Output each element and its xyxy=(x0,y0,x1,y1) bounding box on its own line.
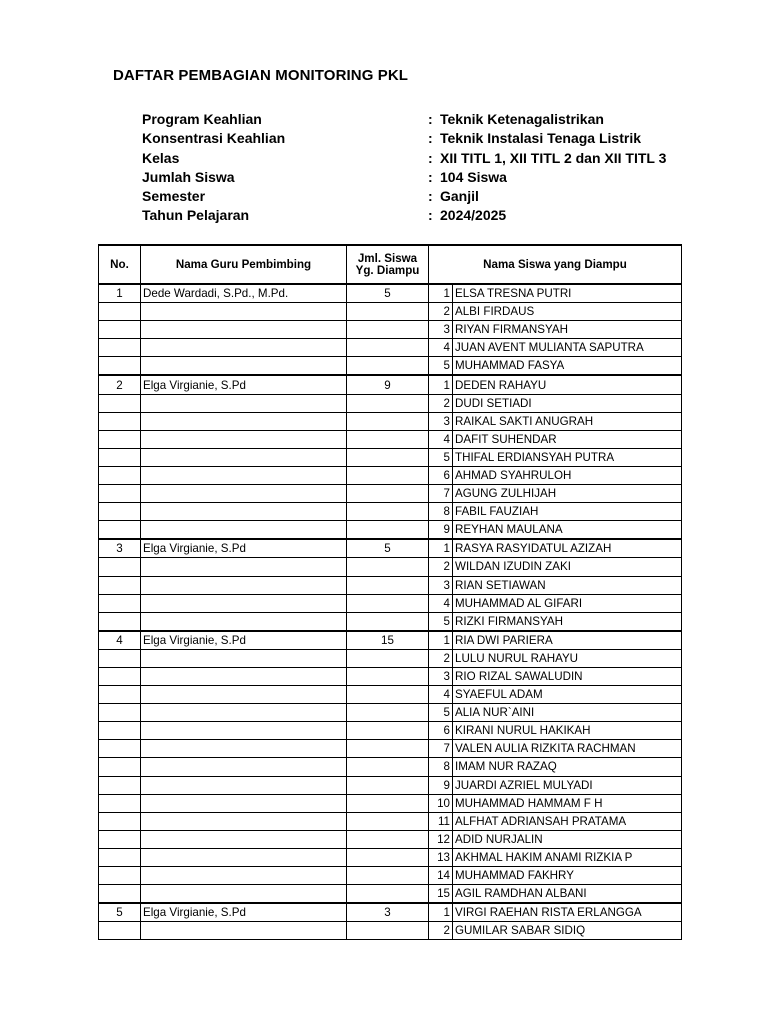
cell-student-index: 4 xyxy=(429,686,453,704)
cell-jumlah xyxy=(347,704,429,722)
cell-no: 5 xyxy=(99,903,141,922)
cell-jumlah xyxy=(347,922,429,940)
header-guru: Nama Guru Pembimbing xyxy=(141,245,347,284)
cell-student-name: ALBI FIRDAUS xyxy=(453,303,682,321)
info-separator: : xyxy=(428,130,433,147)
cell-no xyxy=(99,812,141,830)
info-row xyxy=(142,110,702,129)
cell-jumlah xyxy=(347,722,429,740)
cell-jumlah xyxy=(347,612,429,631)
cell-jumlah xyxy=(347,776,429,794)
info-label: Kelas xyxy=(142,149,180,166)
header-no: No. xyxy=(99,245,141,284)
cell-jumlah xyxy=(347,430,429,448)
cell-no xyxy=(99,848,141,866)
cell-guru xyxy=(141,704,347,722)
cell-student-name: RIAN SETIAWAN xyxy=(453,576,682,594)
cell-student-index: 1 xyxy=(429,631,453,650)
table-body xyxy=(99,284,682,940)
cell-guru: Elga Virgianie, S.Pd xyxy=(141,539,347,558)
table-row xyxy=(99,594,682,612)
info-row xyxy=(142,206,702,225)
cell-jumlah xyxy=(347,649,429,667)
cell-student-index: 5 xyxy=(429,448,453,466)
cell-jumlah xyxy=(347,867,429,885)
cell-student-index: 1 xyxy=(429,903,453,922)
table-row xyxy=(99,758,682,776)
info-row xyxy=(142,149,702,168)
table-row xyxy=(99,503,682,521)
cell-student-name: RASYA RASYIDATUL AZIZAH xyxy=(453,539,682,558)
info-value: Teknik Ketenagalistrikan xyxy=(440,111,604,127)
cell-student-name: RIZKI FIRMANSYAH xyxy=(453,612,682,631)
cell-student-index: 3 xyxy=(429,667,453,685)
cell-no xyxy=(99,394,141,412)
cell-no xyxy=(99,612,141,631)
cell-guru xyxy=(141,485,347,503)
cell-jumlah xyxy=(347,485,429,503)
cell-jumlah xyxy=(347,885,429,904)
cell-student-name: RAIKAL SAKTI ANUGRAH xyxy=(453,412,682,430)
info-block xyxy=(142,110,702,226)
cell-no xyxy=(99,740,141,758)
cell-student-index: 5 xyxy=(429,357,453,376)
cell-student-index: 7 xyxy=(429,740,453,758)
cell-jumlah xyxy=(347,448,429,466)
cell-student-name: VIRGI RAEHAN RISTA ERLANGGA xyxy=(453,903,682,922)
cell-guru xyxy=(141,649,347,667)
info-value: Ganjil xyxy=(440,188,479,205)
cell-student-name: REYHAN MAULANA xyxy=(453,521,682,540)
table-row xyxy=(99,303,682,321)
cell-jumlah xyxy=(347,357,429,376)
info-value: 2024/2025 xyxy=(440,207,507,224)
header-jumlah-line2: Yg. Diampu xyxy=(355,263,420,277)
info-row xyxy=(142,129,702,148)
cell-guru xyxy=(141,686,347,704)
cell-no xyxy=(99,503,141,521)
cell-guru: Elga Virgianie, S.Pd xyxy=(141,631,347,650)
cell-student-name: AHMAD SYAHRULOH xyxy=(453,466,682,484)
cell-student-name: ALIA NUR`AINI xyxy=(453,704,682,722)
cell-guru xyxy=(141,758,347,776)
cell-no xyxy=(99,922,141,940)
cell-jumlah xyxy=(347,576,429,594)
table-row xyxy=(99,667,682,685)
cell-guru xyxy=(141,357,347,376)
cell-student-index: 14 xyxy=(429,867,453,885)
cell-no: 3 xyxy=(99,539,141,558)
cell-jumlah xyxy=(347,758,429,776)
cell-student-name: ADID NURJALIN xyxy=(453,830,682,848)
cell-student-index: 9 xyxy=(429,776,453,794)
cell-student-name: MUHAMMAD FAKHRY xyxy=(453,867,682,885)
info-separator: : xyxy=(428,207,433,224)
header-jumlah xyxy=(347,245,429,284)
cell-student-name: IMAM NUR RAZAQ xyxy=(453,758,682,776)
table-row xyxy=(99,558,682,576)
cell-guru: Elga Virgianie, S.Pd xyxy=(141,903,347,922)
info-value: Teknik Instalasi Tenaga Listrik xyxy=(440,130,641,147)
cell-student-index: 13 xyxy=(429,848,453,866)
cell-jumlah: 3 xyxy=(347,903,429,922)
cell-jumlah xyxy=(347,503,429,521)
cell-no xyxy=(99,357,141,376)
table-row xyxy=(99,430,682,448)
cell-student-name: AGUNG ZULHIJAH xyxy=(453,485,682,503)
cell-student-index: 15 xyxy=(429,885,453,904)
table-row xyxy=(99,631,682,650)
cell-no xyxy=(99,867,141,885)
table-row xyxy=(99,903,682,922)
cell-student-name: DAFIT SUHENDAR xyxy=(453,430,682,448)
cell-no xyxy=(99,722,141,740)
cell-student-index: 12 xyxy=(429,830,453,848)
cell-student-index: 3 xyxy=(429,412,453,430)
cell-no xyxy=(99,485,141,503)
table-row xyxy=(99,867,682,885)
cell-guru: Dede Wardadi, S.Pd., M.Pd. xyxy=(141,284,347,303)
cell-guru: Elga Virgianie, S.Pd xyxy=(141,375,347,394)
cell-student-index: 3 xyxy=(429,321,453,339)
cell-student-index: 8 xyxy=(429,503,453,521)
cell-no xyxy=(99,430,141,448)
cell-no: 1 xyxy=(99,284,141,303)
cell-student-name: LULU NURUL RAHAYU xyxy=(453,649,682,667)
table-row xyxy=(99,539,682,558)
cell-guru xyxy=(141,667,347,685)
cell-guru xyxy=(141,521,347,540)
cell-no xyxy=(99,830,141,848)
cell-guru xyxy=(141,466,347,484)
cell-jumlah xyxy=(347,667,429,685)
table-row xyxy=(99,357,682,376)
cell-no xyxy=(99,303,141,321)
table-row xyxy=(99,394,682,412)
table-row xyxy=(99,412,682,430)
info-label: Semester xyxy=(142,188,206,205)
cell-guru xyxy=(141,612,347,631)
table-row xyxy=(99,722,682,740)
cell-jumlah xyxy=(347,303,429,321)
cell-no xyxy=(99,412,141,430)
cell-no: 2 xyxy=(99,375,141,394)
cell-student-index: 9 xyxy=(429,521,453,540)
cell-no xyxy=(99,339,141,357)
info-row xyxy=(142,187,702,206)
table-row xyxy=(99,686,682,704)
cell-no xyxy=(99,794,141,812)
cell-student-name: AGIL RAMDHAN ALBANI xyxy=(453,885,682,904)
table-row xyxy=(99,466,682,484)
cell-jumlah xyxy=(347,339,429,357)
cell-student-name: RIA DWI PARIERA xyxy=(453,631,682,650)
cell-student-name: ELSA TRESNA PUTRI xyxy=(453,284,682,303)
cell-student-index: 5 xyxy=(429,704,453,722)
table-row xyxy=(99,830,682,848)
cell-student-index: 1 xyxy=(429,284,453,303)
cell-no xyxy=(99,521,141,540)
cell-no xyxy=(99,776,141,794)
table-row xyxy=(99,485,682,503)
table-row xyxy=(99,776,682,794)
cell-student-name: SYAEFUL ADAM xyxy=(453,686,682,704)
table-header-row xyxy=(99,245,682,284)
cell-no xyxy=(99,704,141,722)
document-title: DAFTAR PEMBAGIAN MONITORING PKL xyxy=(113,67,409,84)
cell-no xyxy=(99,667,141,685)
info-label: Program Keahlian xyxy=(142,111,262,127)
cell-guru xyxy=(141,303,347,321)
cell-jumlah xyxy=(347,686,429,704)
cell-student-name: DUDI SETIADI xyxy=(453,394,682,412)
cell-no xyxy=(99,686,141,704)
cell-student-index: 4 xyxy=(429,430,453,448)
info-label: Tahun Pelajaran xyxy=(142,207,250,224)
cell-student-name: JUARDI AZRIEL MULYADI xyxy=(453,776,682,794)
cell-student-index: 2 xyxy=(429,922,453,940)
cell-no xyxy=(99,448,141,466)
table-row xyxy=(99,448,682,466)
info-separator: : xyxy=(428,111,433,127)
cell-jumlah xyxy=(347,812,429,830)
cell-jumlah: 5 xyxy=(347,284,429,303)
table-row xyxy=(99,321,682,339)
cell-student-index: 5 xyxy=(429,612,453,631)
cell-no xyxy=(99,576,141,594)
cell-student-name: KIRANI NURUL HAKIKAH xyxy=(453,722,682,740)
table-row xyxy=(99,848,682,866)
cell-no xyxy=(99,758,141,776)
cell-guru xyxy=(141,430,347,448)
cell-student-name: MUHAMMAD HAMMAM F H xyxy=(453,794,682,812)
cell-jumlah xyxy=(347,794,429,812)
cell-jumlah xyxy=(347,394,429,412)
cell-student-index: 6 xyxy=(429,722,453,740)
cell-guru xyxy=(141,848,347,866)
cell-student-index: 4 xyxy=(429,339,453,357)
cell-student-name: ALFHAT ADRIANSAH PRATAMA xyxy=(453,812,682,830)
cell-no: 4 xyxy=(99,631,141,650)
cell-guru xyxy=(141,812,347,830)
info-label: Konsentrasi Keahlian xyxy=(142,130,286,147)
cell-jumlah xyxy=(347,521,429,540)
cell-guru xyxy=(141,594,347,612)
cell-student-name: RIO RIZAL SAWALUDIN xyxy=(453,667,682,685)
cell-student-index: 7 xyxy=(429,485,453,503)
cell-student-name: FABIL FAUZIAH xyxy=(453,503,682,521)
cell-jumlah: 15 xyxy=(347,631,429,650)
cell-no xyxy=(99,558,141,576)
table-row xyxy=(99,704,682,722)
table-row xyxy=(99,375,682,394)
cell-student-index: 3 xyxy=(429,576,453,594)
table-row xyxy=(99,885,682,904)
cell-student-index: 10 xyxy=(429,794,453,812)
cell-student-name: THIFAL ERDIANSYAH PUTRA xyxy=(453,448,682,466)
cell-jumlah xyxy=(347,321,429,339)
cell-student-name: VALEN AULIA RIZKITA RACHMAN xyxy=(453,740,682,758)
cell-jumlah xyxy=(347,830,429,848)
cell-guru xyxy=(141,794,347,812)
cell-jumlah xyxy=(347,412,429,430)
cell-student-name: RIYAN FIRMANSYAH xyxy=(453,321,682,339)
header-siswa: Nama Siswa yang Diampu xyxy=(429,245,682,284)
info-value: XII TITL 1, XII TITL 2 dan XII TITL 3 xyxy=(440,149,667,166)
cell-guru xyxy=(141,448,347,466)
table-row xyxy=(99,812,682,830)
cell-jumlah xyxy=(347,466,429,484)
cell-student-name: GUMILAR SABAR SIDIQ xyxy=(453,922,682,940)
cell-guru xyxy=(141,412,347,430)
cell-student-index: 1 xyxy=(429,375,453,394)
cell-student-index: 1 xyxy=(429,539,453,558)
info-label: Jumlah Siswa xyxy=(142,168,235,185)
cell-no xyxy=(99,649,141,667)
header-jumlah-line1: Jml. Siswa xyxy=(357,251,418,265)
cell-student-index: 2 xyxy=(429,303,453,321)
cell-student-name: MUHAMMAD AL GIFARI xyxy=(453,594,682,612)
table-row xyxy=(99,922,682,940)
cell-guru xyxy=(141,922,347,940)
cell-jumlah xyxy=(347,740,429,758)
cell-student-index: 2 xyxy=(429,394,453,412)
cell-guru xyxy=(141,321,347,339)
cell-guru xyxy=(141,740,347,758)
cell-guru xyxy=(141,558,347,576)
cell-student-name: WILDAN IZUDIN ZAKI xyxy=(453,558,682,576)
cell-student-index: 11 xyxy=(429,812,453,830)
cell-student-name: DEDEN RAHAYU xyxy=(453,375,682,394)
cell-student-name: MUHAMMAD FASYA xyxy=(453,357,682,376)
table-row xyxy=(99,576,682,594)
table-row xyxy=(99,339,682,357)
cell-student-name: AKHMAL HAKIM ANAMI RIZKIA P xyxy=(453,848,682,866)
cell-guru xyxy=(141,867,347,885)
table-row xyxy=(99,612,682,631)
table-row xyxy=(99,794,682,812)
cell-guru xyxy=(141,503,347,521)
cell-no xyxy=(99,466,141,484)
cell-student-index: 4 xyxy=(429,594,453,612)
cell-jumlah: 5 xyxy=(347,539,429,558)
table-row xyxy=(99,649,682,667)
cell-student-index: 2 xyxy=(429,558,453,576)
cell-jumlah xyxy=(347,848,429,866)
cell-jumlah: 9 xyxy=(347,375,429,394)
info-separator: : xyxy=(428,149,433,166)
cell-no xyxy=(99,885,141,904)
cell-guru xyxy=(141,339,347,357)
table-row xyxy=(99,284,682,303)
monitoring-table xyxy=(98,244,682,940)
cell-student-index: 6 xyxy=(429,466,453,484)
cell-guru xyxy=(141,885,347,904)
cell-guru xyxy=(141,576,347,594)
info-row xyxy=(142,168,702,187)
cell-no xyxy=(99,321,141,339)
cell-jumlah xyxy=(347,594,429,612)
info-separator: : xyxy=(428,168,433,185)
cell-no xyxy=(99,594,141,612)
cell-guru xyxy=(141,776,347,794)
cell-guru xyxy=(141,722,347,740)
cell-jumlah xyxy=(347,558,429,576)
cell-guru xyxy=(141,830,347,848)
cell-student-index: 2 xyxy=(429,649,453,667)
cell-student-name: JUAN AVENT MULIANTA SAPUTRA xyxy=(453,339,682,357)
cell-guru xyxy=(141,394,347,412)
table-row xyxy=(99,740,682,758)
info-separator: : xyxy=(428,188,433,205)
cell-student-index: 8 xyxy=(429,758,453,776)
table-row xyxy=(99,521,682,540)
info-value: 104 Siswa xyxy=(440,168,507,185)
